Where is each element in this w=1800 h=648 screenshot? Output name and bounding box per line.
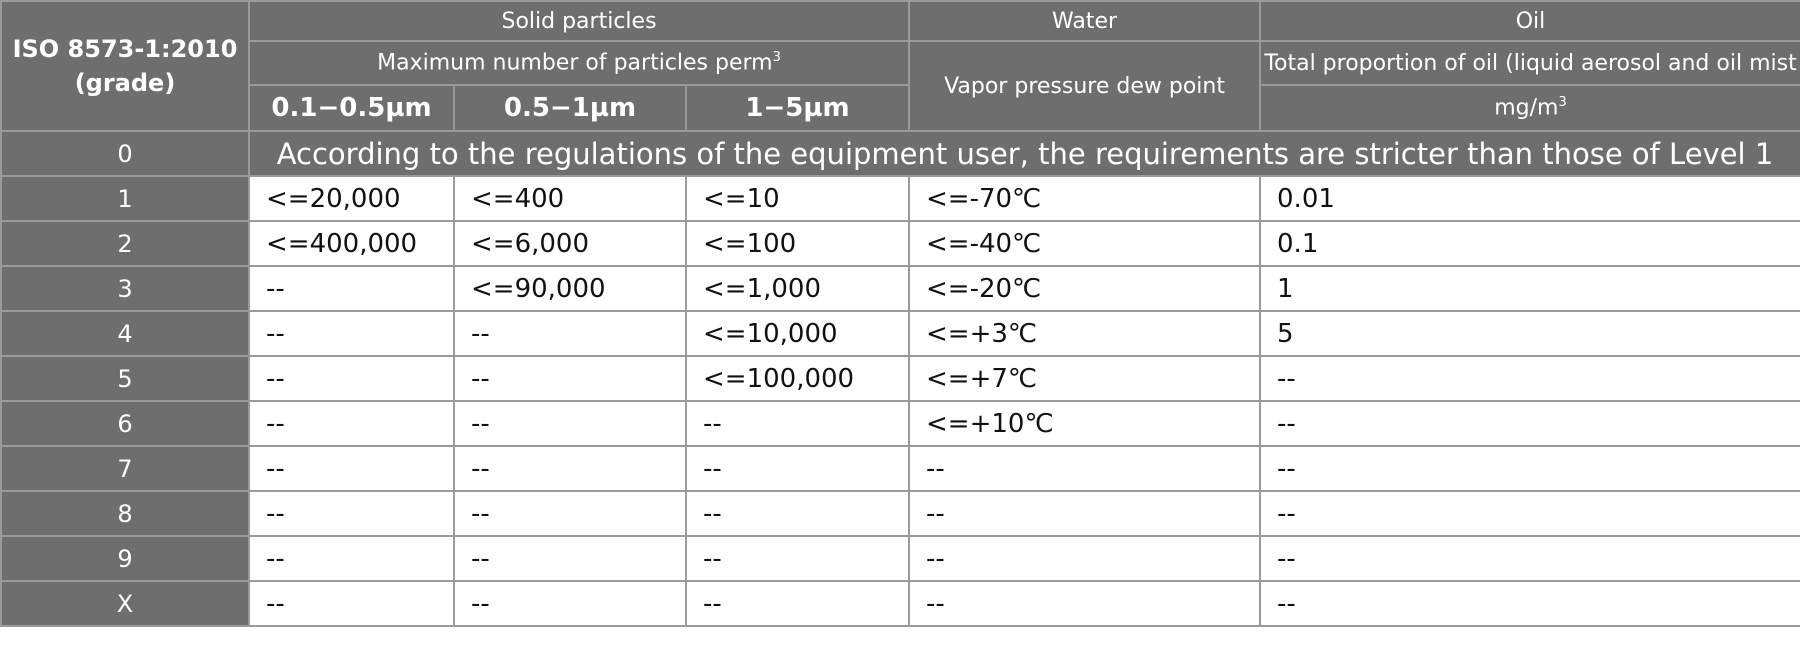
table-row xyxy=(1,536,1800,581)
particles-1-5-cell: <=100 xyxy=(686,221,909,266)
grade-title-line2: (grade) xyxy=(74,69,176,97)
particles-0-5-1-cell: <=6,000 xyxy=(454,221,686,266)
oil-unit-sup: 3 xyxy=(1558,95,1567,111)
table-row xyxy=(1,401,1800,446)
grade-cell: 3 xyxy=(1,266,249,311)
table-row xyxy=(1,266,1800,311)
grade-column-header xyxy=(1,1,249,131)
particles-0-5-1-cell: -- xyxy=(454,446,686,491)
oil-cell: 0.01 xyxy=(1260,176,1800,221)
particles-1-5-cell: -- xyxy=(686,491,909,536)
particles-0-5-1-cell: -- xyxy=(454,401,686,446)
oil-cell: -- xyxy=(1260,356,1800,401)
oil-unit-header xyxy=(1260,85,1800,131)
particles-0-5-1-cell: <=90,000 xyxy=(454,266,686,311)
oil-unit-label: mg/m xyxy=(1494,95,1559,121)
dew-point-cell: <=+10℃ xyxy=(909,401,1260,446)
particles-1-5-cell: <=10 xyxy=(686,176,909,221)
particles-1-5-cell: <=1,000 xyxy=(686,266,909,311)
particles-0-5-1-cell: <=400 xyxy=(454,176,686,221)
table-row xyxy=(1,446,1800,491)
dew-point-cell: <=+7℃ xyxy=(909,356,1260,401)
particles-1-5-cell: -- xyxy=(686,401,909,446)
grade-cell: X xyxy=(1,581,249,626)
table-row xyxy=(1,311,1800,356)
max-particles-label: Maximum number of particles perm xyxy=(377,50,773,76)
oil-cell: -- xyxy=(1260,491,1800,536)
size-header-0-5-1: 0.5−1µm xyxy=(454,85,686,131)
dew-point-cell: <=+3℃ xyxy=(909,311,1260,356)
oil-cell: 0.1 xyxy=(1260,221,1800,266)
table-header xyxy=(1,1,1800,131)
dew-point-cell: <=-20℃ xyxy=(909,266,1260,311)
particles-0-1-0-5-cell: -- xyxy=(249,266,454,311)
table-row xyxy=(1,131,1800,176)
dew-point-cell: -- xyxy=(909,581,1260,626)
grade-cell: 4 xyxy=(1,311,249,356)
oil-cell: 1 xyxy=(1260,266,1800,311)
particles-0-1-0-5-cell: -- xyxy=(249,311,454,356)
particles-0-5-1-cell: -- xyxy=(454,311,686,356)
max-particles-sup: 3 xyxy=(772,50,781,66)
dew-point-cell: -- xyxy=(909,491,1260,536)
grade-cell: 8 xyxy=(1,491,249,536)
particles-0-1-0-5-cell: -- xyxy=(249,581,454,626)
particles-1-5-cell: -- xyxy=(686,581,909,626)
table-row xyxy=(1,491,1800,536)
vapor-pressure-header: Vapor pressure dew point xyxy=(909,41,1260,131)
particles-0-1-0-5-cell: -- xyxy=(249,401,454,446)
grade-cell: 1 xyxy=(1,176,249,221)
grade-cell: 7 xyxy=(1,446,249,491)
particles-1-5-cell: <=100,000 xyxy=(686,356,909,401)
oil-cell: -- xyxy=(1260,446,1800,491)
table-row xyxy=(1,356,1800,401)
oil-cell: -- xyxy=(1260,536,1800,581)
particles-0-1-0-5-cell: -- xyxy=(249,446,454,491)
oil-cell: 5 xyxy=(1260,311,1800,356)
oil-cell: -- xyxy=(1260,581,1800,626)
grade-cell: 0 xyxy=(1,131,249,176)
particles-0-1-0-5-cell: -- xyxy=(249,356,454,401)
particles-0-5-1-cell: -- xyxy=(454,356,686,401)
grade-cell: 6 xyxy=(1,401,249,446)
table-row xyxy=(1,221,1800,266)
table-body xyxy=(1,131,1800,626)
particles-0-1-0-5-cell: <=400,000 xyxy=(249,221,454,266)
grade-cell: 5 xyxy=(1,356,249,401)
total-oil-header: Total proportion of oil (liquid aerosol and oil mist xyxy=(1260,41,1800,85)
grade-title-line1: ISO 8573-1:2010 xyxy=(12,35,238,63)
particles-1-5-cell: -- xyxy=(686,536,909,581)
table-row xyxy=(1,176,1800,221)
particles-1-5-cell: <=10,000 xyxy=(686,311,909,356)
size-header-0-1-0-5: 0.1−0.5µm xyxy=(249,85,454,131)
particles-0-5-1-cell: -- xyxy=(454,581,686,626)
dew-point-cell: <=-70℃ xyxy=(909,176,1260,221)
solid-particles-header: Solid particles xyxy=(249,1,909,41)
particles-0-1-0-5-cell: -- xyxy=(249,491,454,536)
particles-0-1-0-5-cell: <=20,000 xyxy=(249,176,454,221)
grade-0-note: According to the regulations of the equipment user, the requirements are stricter than those of Level 1 xyxy=(249,131,1800,176)
oil-cell: -- xyxy=(1260,401,1800,446)
grade-cell: 2 xyxy=(1,221,249,266)
dew-point-cell: -- xyxy=(909,536,1260,581)
particles-0-5-1-cell: -- xyxy=(454,491,686,536)
particles-1-5-cell: -- xyxy=(686,446,909,491)
particles-0-1-0-5-cell: -- xyxy=(249,536,454,581)
dew-point-cell: -- xyxy=(909,446,1260,491)
max-particles-header xyxy=(249,41,909,85)
table-row xyxy=(1,581,1800,626)
water-header: Water xyxy=(909,1,1260,41)
dew-point-cell: <=-40℃ xyxy=(909,221,1260,266)
oil-header: Oil xyxy=(1260,1,1800,41)
particles-0-5-1-cell: -- xyxy=(454,536,686,581)
size-header-1-5: 1−5µm xyxy=(686,85,909,131)
grade-cell: 9 xyxy=(1,536,249,581)
